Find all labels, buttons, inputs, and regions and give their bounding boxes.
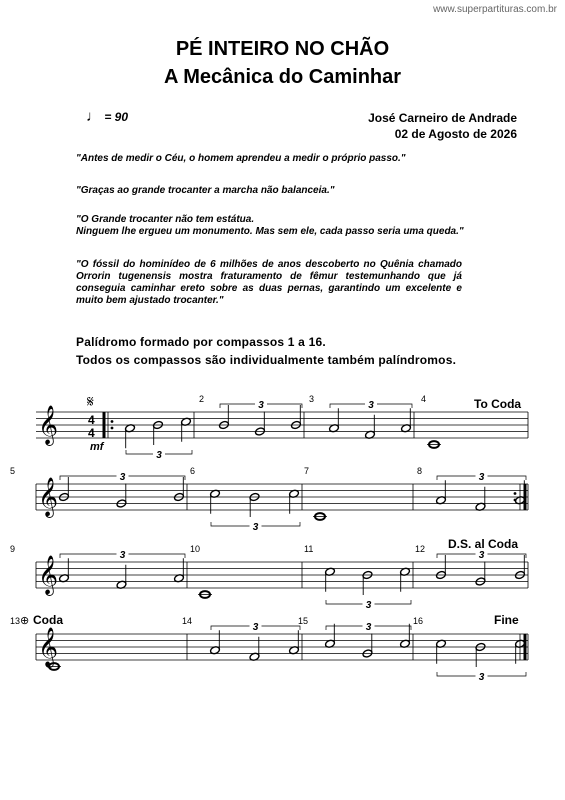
- measure-number: 12: [415, 544, 426, 554]
- measure-number: 5: [10, 466, 16, 476]
- tuplet-number: 3: [119, 550, 126, 561]
- measure-number: 16: [413, 616, 424, 626]
- dynamic-marking: mf: [90, 441, 104, 453]
- treble-clef-icon: 𝄞: [38, 478, 59, 516]
- treble-clef-icon: 𝄞: [38, 406, 59, 444]
- score-subtitle: A Mecânica do Caminhar: [163, 66, 402, 88]
- measure-number: 7: [304, 466, 310, 476]
- palindrome-note: Palídromo formado por compassos 1 a 16.: [76, 335, 326, 349]
- repeat-dot: [111, 420, 114, 423]
- quote-4: "O fóssil do hominídeo de 6 milhões de anos descoberto no Quênia chamado Orrorin tugenensis mostra fraturamento de fêmur testemunhando que já conseguia caminhar ereto sobre as duas pernas, garantindo um excelente e muito bem ajustado trocanter.": [76, 259, 462, 306]
- repeat-dot: [111, 427, 114, 430]
- measure-number: 8: [417, 466, 423, 476]
- tuplet-number: 3: [119, 472, 126, 483]
- tuplet-number: 3: [368, 400, 374, 411]
- measure-number: 4: [421, 394, 427, 404]
- repeat-dot: [514, 492, 517, 495]
- measure-number: 13: [10, 616, 21, 626]
- tuplet-number: 3: [252, 522, 259, 533]
- to-coda-label: To Coda: [474, 397, 522, 411]
- measure-number: 11: [304, 544, 314, 554]
- treble-clef-icon: 𝄞: [38, 628, 59, 666]
- tuplet-number: 3: [365, 622, 372, 633]
- tuplet-number: 3: [365, 600, 372, 611]
- measure-number: 3: [309, 394, 315, 404]
- measure-number: 6: [190, 466, 196, 476]
- repeat-dot: [514, 499, 517, 502]
- quarter-note-icon: ♩: [86, 108, 101, 125]
- treble-clef-icon: 𝄞: [38, 556, 59, 594]
- score-title: PÉ INTEIRO NO CHÃO: [175, 38, 390, 60]
- quote-1: "Antes de medir o Céu, o homem aprendeu a medir o próprio passo.": [76, 153, 406, 164]
- measure-number: 15: [298, 616, 309, 626]
- tuplet-number: 3: [252, 622, 259, 633]
- measure-number: 10: [190, 544, 201, 554]
- time-signature-bottom: 4: [88, 426, 95, 440]
- fine-label: Fine: [494, 613, 519, 627]
- tuplet-number: 3: [478, 672, 485, 683]
- measure-number: 2: [199, 394, 205, 404]
- tuplet-number: 3: [258, 400, 264, 411]
- palindrome-measures-note: Todos os compassos são individualmente também palíndromos.: [76, 353, 457, 367]
- tuplet-number: 3: [478, 472, 485, 483]
- coda-icon: ⊕: [20, 615, 30, 627]
- measure-number: 9: [10, 544, 16, 554]
- composition-date: 02 de Agosto de 2026: [394, 127, 517, 141]
- tempo-value: = 90: [104, 110, 129, 124]
- measure-number: 14: [182, 616, 193, 626]
- tuplet-number: 3: [478, 550, 485, 561]
- site-url[interactable]: www.superpartituras.com.br: [433, 4, 557, 15]
- composer: José Carneiro de Andrade: [368, 111, 517, 125]
- quote-2: "Graças ao grande trocanter a marcha não balanceia.": [76, 185, 335, 196]
- segno-icon: 𝄋: [87, 394, 94, 411]
- ds-al-coda-label: D.S. al Coda: [448, 537, 519, 551]
- tuplet-number: 3: [156, 450, 162, 461]
- coda-label: Coda: [33, 613, 63, 627]
- quote-3: "O Grande trocanter não tem estátua. Ninguem lhe ergueu um monumento. Mas sem ele, cada passo seria uma queda.": [76, 214, 464, 237]
- time-signature-top: 4: [88, 413, 95, 427]
